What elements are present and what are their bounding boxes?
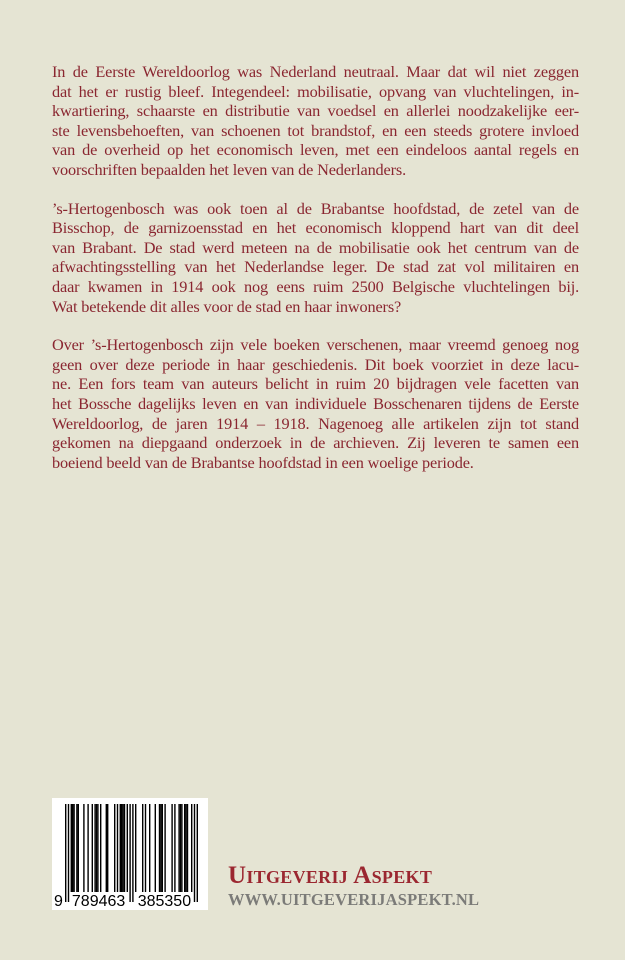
blurb-line: ste levensbehoeften, van schoenen tot brandstof, en een steeds grotere invloed: [52, 120, 579, 140]
isbn-barcode: [52, 798, 208, 910]
barcode-bars: [52, 798, 208, 910]
svg-text:385350: 385350: [137, 893, 192, 910]
blurb-paragraph-1: [52, 62, 579, 180]
blurb-line: ne. Een fors team van auteurs belicht in ruim 20 bijdragen vele facetten van: [52, 374, 579, 394]
blurb-line: gekomen na diepgaand onderzoek in de archieven. Zij leveren te samen een: [52, 433, 579, 453]
blurb-paragraph-3: [52, 335, 579, 472]
blurb-line: voorschriften bepaalden het leven van de Nederlanders.: [52, 159, 406, 179]
back-cover-blurb: [52, 62, 579, 491]
blurb-line: Wat betekende dit alles voor de stad en haar inwoners?: [52, 296, 402, 316]
blurb-line: daar kwamen in 1914 ook nog eens ruim 2500 Belgische vluchtelingen bij.: [52, 276, 579, 296]
blurb-line: afwachtingsstelling van het Nederlandse leger. De stad zat vol militairen en: [52, 257, 579, 277]
svg-text:9: 9: [54, 893, 63, 910]
blurb-line: geen over deze periode in haar geschiedenis. Dit boek voorziet in deze lacu-: [52, 354, 579, 374]
publisher-name: Uitgeverij Aspekt: [228, 862, 433, 889]
blurb-line: kwartiering, schaarste en distributie van voedsel en allerlei noodzakelijke eer-: [52, 101, 579, 121]
blurb-line: van de overheid op het economisch leven, met een eindeloos aantal regels en: [52, 140, 579, 160]
svg-text:789463: 789463: [71, 893, 126, 910]
publisher-block: [228, 862, 498, 910]
blurb-paragraph-2: [52, 199, 579, 317]
blurb-line: Over ’s-Hertogenbosch zijn vele boeken verschenen, maar vreemd genoeg nog: [52, 335, 579, 355]
blurb-line: het Bossche dagelijks leven en van individuele Bosschenaren tijdens de Eerste: [52, 393, 579, 413]
blurb-line: boeiend beeld van de Brabantse hoofdstad in een woelige periode.: [52, 452, 474, 472]
publisher-url: WWW.UITGEVERIJASPEKT.NL: [228, 890, 480, 909]
blurb-line: dat het er rustig bleef. Integendeel: mobilisatie, opvang van vluchtelingen, in-: [52, 81, 579, 101]
blurb-line: ’s-Hertogenbosch was ook toen al de Brabantse hoofdstad, de zetel van de: [52, 198, 579, 218]
blurb-line: In de Eerste Wereldoorlog was Nederland neutraal. Maar dat wil niet zeggen: [52, 62, 579, 81]
blurb-line: Wereldoorlog, de jaren 1914 – 1918. Nagenoeg alle artikelen zijn tot stand: [52, 413, 579, 433]
blurb-line: Bisschop, de garnizoensstad en het economisch kloppend hart van dit deel: [52, 218, 579, 238]
blurb-line: van Brabant. De stad werd meteen na de mobilisatie ook het centrum van de: [52, 237, 579, 257]
